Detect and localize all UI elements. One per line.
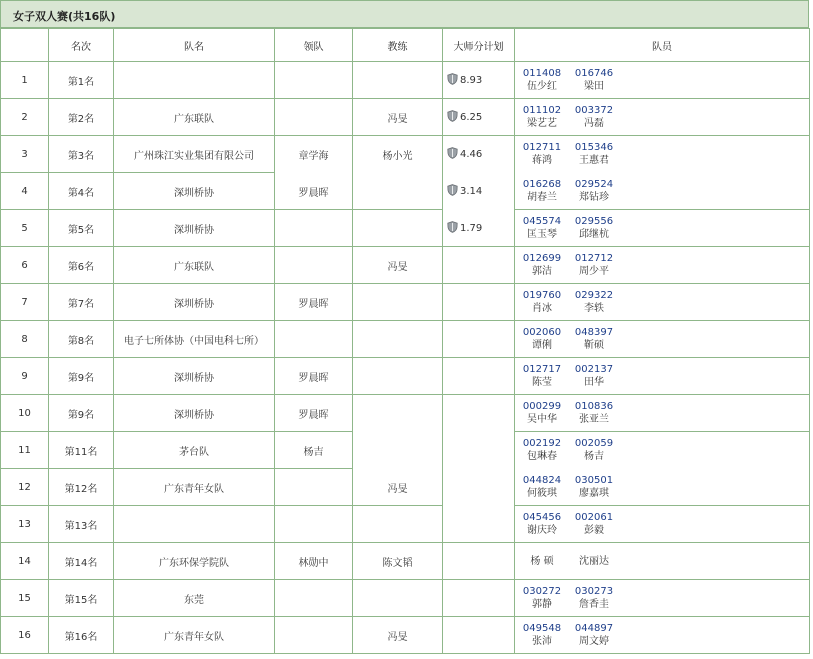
- row-leader: 罗晨晖: [275, 395, 353, 432]
- header-members: 队员: [515, 29, 810, 62]
- row-rank: 第9名: [49, 395, 114, 432]
- row-members: [515, 210, 810, 247]
- member-id-link[interactable]: 010836: [574, 401, 614, 412]
- member: [569, 252, 619, 278]
- table-row: [1, 506, 810, 543]
- row-rank: 第4名: [49, 173, 114, 210]
- table-row: [1, 543, 810, 580]
- member: [517, 178, 567, 204]
- row-members: [515, 617, 810, 654]
- header-leader: 领队: [275, 29, 353, 62]
- table-row: [1, 469, 810, 506]
- member: [517, 363, 567, 389]
- row-rank: 第7名: [49, 284, 114, 321]
- row-team: 广州珠江实业集团有限公司: [114, 136, 275, 173]
- member: [517, 437, 567, 463]
- member-name: 蒋鸿: [532, 155, 552, 166]
- row-master-points: [443, 284, 515, 321]
- member-id-link[interactable]: 011102: [522, 105, 562, 116]
- row-members: [515, 173, 810, 210]
- row-coach: [353, 432, 443, 469]
- member: [517, 326, 567, 352]
- master-points-text: 6.25: [460, 111, 483, 123]
- row-team: 广东联队: [114, 99, 275, 136]
- member-name: 田华: [584, 377, 604, 388]
- row-team: 广东青年女队: [114, 469, 275, 506]
- member: [517, 215, 567, 241]
- member-id-link[interactable]: 012717: [522, 364, 562, 375]
- row-team: 电子七所体协（中国电科七所）: [114, 321, 275, 358]
- table-row: [1, 432, 810, 469]
- row-team: 深圳桥协: [114, 173, 275, 210]
- row-master-points: [443, 136, 515, 173]
- table-row: [1, 173, 810, 210]
- row-coach: [353, 506, 443, 543]
- row-master-points: [443, 358, 515, 395]
- member-name: 郭静: [532, 599, 552, 610]
- member-id-link[interactable]: 029322: [574, 290, 614, 301]
- row-master-points: [443, 62, 515, 99]
- table-row: [1, 284, 810, 321]
- table-row: [1, 395, 810, 432]
- row-rank: 第8名: [49, 321, 114, 358]
- row-index: 11: [1, 432, 49, 469]
- row-leader: 章学海: [275, 136, 353, 173]
- shield-icon: [447, 184, 458, 199]
- member-id-link[interactable]: 002059: [574, 438, 614, 449]
- member-id-link[interactable]: 002192: [522, 438, 562, 449]
- master-points-text: 3.14: [460, 185, 483, 197]
- shield-icon: [447, 221, 458, 236]
- header-team: 队名: [114, 29, 275, 62]
- row-team: 广东青年女队: [114, 617, 275, 654]
- member: [569, 400, 619, 426]
- row-index: 9: [1, 358, 49, 395]
- row-team: 深圳桥协: [114, 284, 275, 321]
- row-coach: 陈文韬: [353, 543, 443, 580]
- row-team: 茅台队: [114, 432, 275, 469]
- results-table: [0, 28, 810, 654]
- member-id-link[interactable]: 044897: [574, 623, 614, 634]
- row-coach: 杨小光: [353, 136, 443, 173]
- member-name: 李轶: [584, 303, 604, 314]
- row-members: [515, 99, 810, 136]
- table-row: [1, 210, 810, 247]
- master-points-text: 8.93: [460, 74, 483, 86]
- member-name: 杨吉: [584, 451, 604, 462]
- row-rank: 第15名: [49, 580, 114, 617]
- member-id-link[interactable]: 030272: [522, 586, 562, 597]
- row-index: 6: [1, 247, 49, 284]
- table-row: [1, 617, 810, 654]
- member: [569, 67, 619, 93]
- header-rank: 名次: [49, 29, 114, 62]
- member-id-link[interactable]: 015346: [574, 142, 614, 153]
- master-points-text: 4.46: [460, 148, 483, 160]
- member-name: 胡春兰: [527, 192, 557, 203]
- member-id-link[interactable]: 002061: [574, 512, 614, 523]
- table-row: [1, 99, 810, 136]
- table-row: [1, 321, 810, 358]
- row-index: 8: [1, 321, 49, 358]
- row-team: [114, 62, 275, 99]
- member: [569, 474, 619, 500]
- member: [569, 622, 619, 648]
- row-master-points: [443, 210, 515, 247]
- shield-icon: [447, 147, 458, 162]
- row-members: [515, 321, 810, 358]
- row-team: 东莞: [114, 580, 275, 617]
- row-coach: [353, 580, 443, 617]
- row-leader: 罗晨晖: [275, 173, 353, 210]
- row-leader: [275, 62, 353, 99]
- member: [517, 141, 567, 167]
- row-index: 4: [1, 173, 49, 210]
- row-members: [515, 543, 810, 580]
- row-rank: 第2名: [49, 99, 114, 136]
- row-index: 13: [1, 506, 49, 543]
- member-id-link[interactable]: 002137: [574, 364, 614, 375]
- member-id-link[interactable]: 045574: [522, 216, 562, 227]
- member-name: 周文婷: [579, 636, 609, 647]
- row-index: 5: [1, 210, 49, 247]
- row-coach: [353, 284, 443, 321]
- row-team: [114, 506, 275, 543]
- row-index: 10: [1, 395, 49, 432]
- row-master-points: [443, 99, 515, 136]
- row-coach: [353, 395, 443, 432]
- member-id-link[interactable]: 012699: [522, 253, 562, 264]
- member: [517, 67, 567, 93]
- row-rank: 第1名: [49, 62, 114, 99]
- row-master-points: [443, 247, 515, 284]
- member-id-link[interactable]: 049548: [522, 623, 562, 634]
- member-id-link[interactable]: 012712: [574, 253, 614, 264]
- member-name: 冯磊: [584, 118, 604, 129]
- member-id-link[interactable]: 030501: [574, 475, 614, 486]
- header-index: [1, 29, 49, 62]
- table-row: [1, 580, 810, 617]
- row-master-points: [443, 432, 515, 469]
- member-name: 匡玉琴: [527, 229, 557, 240]
- row-leader: 罗晨晖: [275, 284, 353, 321]
- row-master-points: [443, 173, 515, 210]
- row-rank: 第13名: [49, 506, 114, 543]
- row-team: 深圳桥协: [114, 358, 275, 395]
- panel-title: 女子双人赛(共16队): [13, 10, 116, 23]
- panel-title-bar: [0, 0, 809, 28]
- row-index: 2: [1, 99, 49, 136]
- row-leader: [275, 321, 353, 358]
- header-coach: 教练: [353, 29, 443, 62]
- row-index: 7: [1, 284, 49, 321]
- member-id-link[interactable]: 044824: [522, 475, 562, 486]
- row-members: [515, 136, 810, 173]
- row-members: [515, 284, 810, 321]
- master-points-value: [447, 184, 482, 199]
- row-leader: [275, 247, 353, 284]
- member-id-link[interactable]: 045456: [522, 512, 562, 523]
- row-index: 1: [1, 62, 49, 99]
- member-id-link[interactable]: 029524: [574, 179, 614, 190]
- member-name: 周少平: [579, 266, 609, 277]
- row-rank: 第9名: [49, 358, 114, 395]
- member: [517, 252, 567, 278]
- row-master-points: [443, 321, 515, 358]
- row-members: [515, 358, 810, 395]
- table-row: [1, 136, 810, 173]
- row-rank: 第6名: [49, 247, 114, 284]
- table-header-row: [1, 29, 810, 62]
- member-name: 肖冰: [532, 303, 552, 314]
- master-points-value: [447, 221, 482, 236]
- row-leader: 杨吉: [275, 432, 353, 469]
- member: [517, 474, 567, 500]
- row-team: 广东联队: [114, 247, 275, 284]
- row-coach: 冯旻: [353, 99, 443, 136]
- member-name: 梁艺艺: [527, 118, 557, 129]
- table-row: [1, 247, 810, 284]
- member: [569, 326, 619, 352]
- shield-icon: [447, 110, 458, 125]
- member-id-link[interactable]: 019760: [522, 290, 562, 301]
- row-leader: [275, 469, 353, 506]
- member: [517, 400, 567, 426]
- row-team: 深圳桥协: [114, 395, 275, 432]
- member-name: 廖嘉琪: [579, 488, 609, 499]
- row-index: 3: [1, 136, 49, 173]
- row-index: 15: [1, 580, 49, 617]
- table-row: [1, 358, 810, 395]
- member-id-link[interactable]: 012711: [522, 142, 562, 153]
- row-team: 广东环保学院队: [114, 543, 275, 580]
- master-points-value: [447, 73, 482, 88]
- row-rank: 第3名: [49, 136, 114, 173]
- row-index: 12: [1, 469, 49, 506]
- member-id-link[interactable]: 003372: [574, 105, 614, 116]
- member-name: 张沛: [532, 636, 552, 647]
- member-id-link[interactable]: 002060: [522, 327, 562, 338]
- member: [569, 178, 619, 204]
- member-name: 梁田: [584, 81, 604, 92]
- row-rank: 第16名: [49, 617, 114, 654]
- row-master-points: [443, 543, 515, 580]
- member: [569, 437, 619, 463]
- member: [569, 215, 619, 241]
- member-name: 詹香圭: [579, 599, 609, 610]
- member-name: 杨 硕: [530, 555, 554, 567]
- header-master-points: 大师分计划: [443, 29, 515, 62]
- member-name: 彭毅: [584, 525, 604, 536]
- row-rank: 第14名: [49, 543, 114, 580]
- row-rank: 第11名: [49, 432, 114, 469]
- row-coach: [353, 210, 443, 247]
- row-leader: [275, 210, 353, 247]
- member-id-link[interactable]: 030273: [574, 586, 614, 597]
- row-coach: [353, 62, 443, 99]
- member: [569, 363, 619, 389]
- row-coach: [353, 321, 443, 358]
- member-name: 吴中华: [527, 414, 557, 425]
- shield-icon: [447, 73, 458, 88]
- member-name: 谢庆玲: [527, 525, 557, 536]
- row-members: [515, 247, 810, 284]
- member-name: 包琳春: [527, 451, 557, 462]
- row-master-points: [443, 617, 515, 654]
- row-coach: 冯旻: [353, 617, 443, 654]
- member-name: 张亚兰: [579, 414, 609, 425]
- member-id-link[interactable]: 016746: [574, 68, 614, 79]
- row-master-points: [443, 469, 515, 506]
- row-leader: [275, 506, 353, 543]
- row-members: [515, 432, 810, 469]
- member-id-link[interactable]: 048397: [574, 327, 614, 338]
- member-name: 伍少红: [527, 81, 557, 92]
- member-name: 何筱琪: [527, 488, 557, 499]
- member-name: 谭俐: [532, 340, 552, 351]
- row-index: 14: [1, 543, 49, 580]
- member-id-link[interactable]: 016268: [522, 179, 562, 190]
- member: [517, 511, 567, 537]
- row-members: [515, 62, 810, 99]
- member: [517, 104, 567, 130]
- row-master-points: [443, 506, 515, 543]
- row-members: [515, 469, 810, 506]
- master-points-text: 1.79: [460, 222, 483, 234]
- member-id-link[interactable]: 000299: [522, 401, 562, 412]
- member-name: 陈莹: [532, 377, 552, 388]
- member: [517, 622, 567, 648]
- row-master-points: [443, 395, 515, 432]
- member-name: 邱继杭: [579, 229, 609, 240]
- row-leader: [275, 99, 353, 136]
- member-id-link[interactable]: 029556: [574, 216, 614, 227]
- row-rank: 第12名: [49, 469, 114, 506]
- table-row: [1, 62, 810, 99]
- member-name: 王惠君: [579, 155, 609, 166]
- member-id-link[interactable]: 011408: [522, 68, 562, 79]
- member-name: 郭洁: [532, 266, 552, 277]
- row-rank: 第5名: [49, 210, 114, 247]
- member-name: 沈丽达: [579, 555, 609, 567]
- member: [569, 104, 619, 130]
- row-leader: [275, 617, 353, 654]
- row-leader: 罗晨晖: [275, 358, 353, 395]
- row-leader: [275, 580, 353, 617]
- member: [517, 289, 567, 315]
- row-master-points: [443, 580, 515, 617]
- row-team: 深圳桥协: [114, 210, 275, 247]
- member: [517, 555, 567, 568]
- member-name: 郑钻珍: [579, 192, 609, 203]
- member-name: 靳硕: [584, 340, 604, 351]
- member: [569, 511, 619, 537]
- row-members: [515, 506, 810, 543]
- master-points-value: [447, 147, 482, 162]
- member: [517, 585, 567, 611]
- row-coach: [353, 173, 443, 210]
- row-coach: [353, 358, 443, 395]
- master-points-value: [447, 110, 482, 125]
- member: [569, 555, 619, 568]
- member: [569, 585, 619, 611]
- row-members: [515, 580, 810, 617]
- row-index: 16: [1, 617, 49, 654]
- row-members: [515, 395, 810, 432]
- member: [569, 141, 619, 167]
- row-coach: 冯旻: [353, 469, 443, 506]
- member: [569, 289, 619, 315]
- row-leader: 林勋中: [275, 543, 353, 580]
- row-coach: 冯旻: [353, 247, 443, 284]
